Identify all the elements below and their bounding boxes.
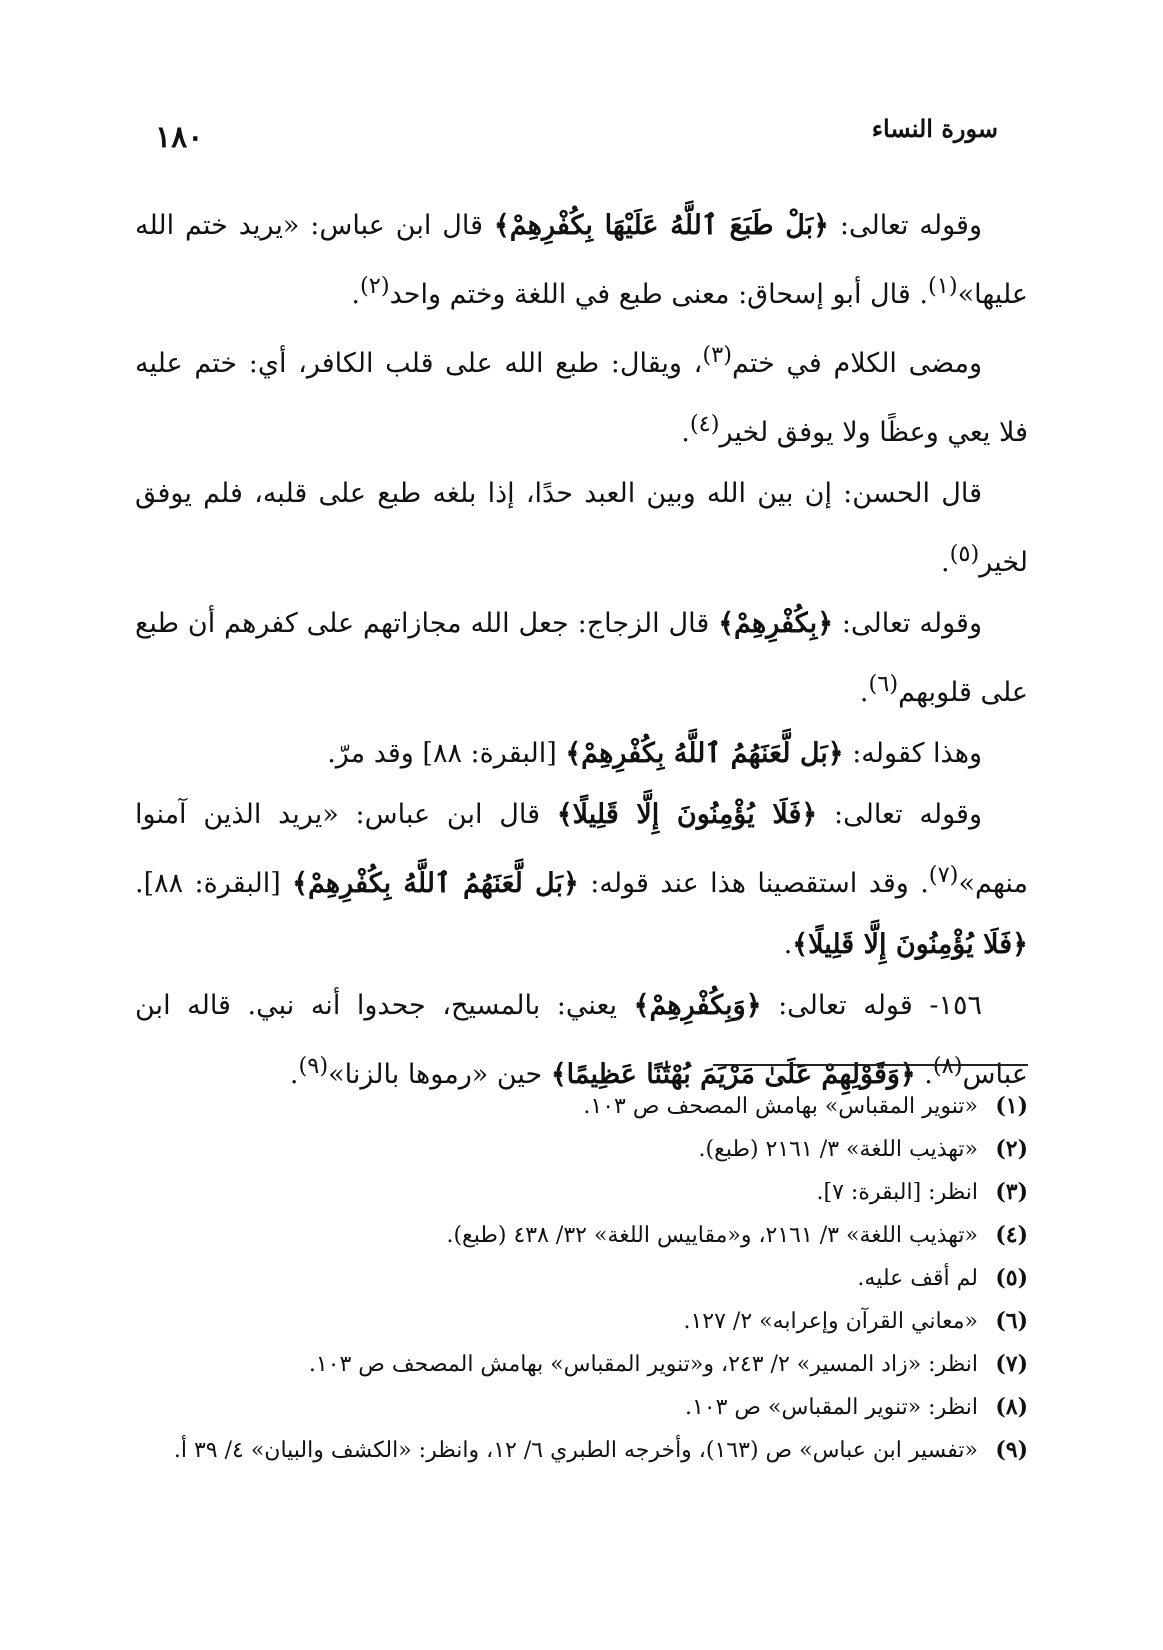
footnote bbox=[135, 1429, 1028, 1472]
quran-quote: ﴿فَلَا يُؤْمِنُونَ إِلَّا قَلِيلًا﴾ bbox=[792, 929, 1028, 960]
footnote-ref[interactable]: (٢) bbox=[359, 273, 390, 299]
footnote-text: «تنوير المقباس» بهامش المصحف ص ١٠٣. bbox=[583, 1094, 978, 1119]
footnote bbox=[135, 1214, 1028, 1257]
footnote-separator bbox=[713, 1064, 1028, 1066]
paragraph bbox=[135, 463, 1028, 593]
text-run: ١٥٦- قوله تعالى: bbox=[761, 990, 982, 1021]
footnote-number: (٢) bbox=[995, 1136, 1028, 1162]
running-header bbox=[135, 112, 1028, 162]
quran-quote: ﴿بَل لَّعَنَهُمُ ٱللَّهُ بِكُفْرِهِمْ﴾ bbox=[565, 738, 844, 769]
main-text bbox=[135, 195, 1028, 1105]
footnote bbox=[135, 1171, 1028, 1214]
footnotes bbox=[135, 1085, 1028, 1472]
quran-quote: ﴿وَقَوْلِهِمْ عَلَىٰ مَرْيَمَ بُهْتَٰنًا عَظِيمًا﴾ bbox=[550, 1059, 916, 1090]
footnote bbox=[135, 1343, 1028, 1386]
footnote bbox=[135, 1300, 1028, 1343]
footnote-number: (٥) bbox=[995, 1265, 1028, 1291]
paragraph bbox=[135, 325, 1028, 463]
text-run: يعني: بالمسيح، جحدوا أنه نبي. قاله ابن عباس bbox=[135, 990, 1028, 1090]
text-run: وقوله تعالى: bbox=[817, 799, 982, 830]
footnote-text: انظر: [البقرة: ٧]. bbox=[816, 1180, 978, 1205]
footnote-number: (٦) bbox=[995, 1308, 1028, 1334]
text-run: وهذا كقوله: bbox=[843, 738, 982, 769]
text-run: وقوله تعالى: bbox=[833, 608, 982, 639]
text-run: وقوله تعالى: bbox=[828, 210, 983, 241]
footnote-ref[interactable]: (٨) bbox=[932, 1053, 963, 1079]
footnote-text: انظر: «زاد المسير» ٢/ ٢٤٣، و«تنوير المقباس» بهامش المصحف ص ١٠٣. bbox=[308, 1352, 978, 1377]
text-run: [البقرة: ٨٨] وقد مرّ. bbox=[327, 738, 566, 769]
text-run: . bbox=[681, 417, 690, 448]
paragraph bbox=[135, 195, 1028, 325]
text-run: . bbox=[351, 279, 360, 310]
footnote-number: (٧) bbox=[995, 1351, 1028, 1377]
quran-quote: ﴿بِكُفْرِهِمْ﴾ bbox=[718, 608, 834, 639]
footnote-text: «تهذيب اللغة» ٣/ ٢١٦١ (طبع). bbox=[698, 1137, 978, 1162]
paragraph bbox=[135, 784, 1028, 975]
footnote bbox=[135, 1128, 1028, 1171]
text-run: . وقد استقصينا هذا عند قوله: bbox=[578, 868, 929, 899]
footnote-number: (٩) bbox=[995, 1437, 1028, 1463]
footnote-text: «تفسير ابن عباس» ص (١٦٣)، وأخرجه الطبري ٦/ ١٢، وانظر: «الكشف والبيان» ٤/ ٣٩ أ. bbox=[173, 1438, 978, 1463]
footnote-text: «معاني القرآن وإعرابه» ٢/ ١٢٧. bbox=[683, 1309, 978, 1334]
footnote bbox=[135, 1386, 1028, 1429]
footnote bbox=[135, 1085, 1028, 1128]
footnote bbox=[135, 1257, 1028, 1300]
footnote-ref[interactable]: (٥) bbox=[949, 541, 980, 567]
page-number: ١٨٠ bbox=[155, 120, 204, 155]
footnote-number: (٤) bbox=[995, 1222, 1028, 1248]
footnote-text: لم أقف عليه. bbox=[857, 1266, 978, 1291]
text-run: . bbox=[783, 929, 793, 960]
footnote-ref[interactable]: (٦) bbox=[868, 671, 899, 697]
quran-quote: ﴿بَل لَّعَنَهُمُ ٱللَّهُ بِكُفْرِهِمْ﴾ bbox=[292, 868, 579, 899]
paragraph bbox=[135, 723, 1028, 784]
footnote-ref[interactable]: (١) bbox=[927, 273, 958, 299]
text-run: . bbox=[859, 677, 869, 708]
text-run: قال ابن عباس: «يريد الذين آمنوا منهم» bbox=[135, 799, 1028, 899]
footnote-number: (٨) bbox=[995, 1394, 1028, 1420]
footnote-ref[interactable]: (٣) bbox=[702, 342, 732, 368]
text-run: . bbox=[915, 1059, 933, 1090]
surah-title: سورة النساء bbox=[871, 114, 998, 143]
footnote-text: انظر: «تنوير المقباس» ص ١٠٣. bbox=[684, 1395, 978, 1420]
footnote-text: «تهذيب اللغة» ٣/ ٢١٦١، و«مقاييس اللغة» ٣٢/ ٤٣٨ (طبع). bbox=[446, 1223, 978, 1248]
text-run: حين «رموها بالزنا» bbox=[328, 1059, 551, 1090]
text-run: . bbox=[289, 1059, 299, 1090]
quran-quote: ﴿وَبِكُفْرِهِمْ﴾ bbox=[633, 990, 762, 1021]
footnote-ref[interactable]: (٧) bbox=[928, 862, 959, 888]
text-run: ، ويقال: طبع الله على قلب الكافر، أي: ختم عليه فلا يعي وعظًا ولا يوفق لخير bbox=[135, 348, 1028, 448]
text-run: قال الحسن: إن بين الله وبين العبد حدًا، إذا بلغه طبع على قلبه، فلم يوفق لخير bbox=[135, 478, 1028, 578]
quran-quote: ﴿بَلْ طَبَعَ ٱللَّهُ عَلَيْهَا بِكُفْرِهِمْ﴾ bbox=[493, 210, 829, 241]
footnote-ref[interactable]: (٩) bbox=[298, 1053, 329, 1079]
text-run: قال الزجاج: جعل الله مجازاتهم على كفرهم أن طبع على قلوبهم bbox=[135, 608, 1028, 708]
paragraph bbox=[135, 593, 1028, 723]
footnote-ref[interactable]: (٤) bbox=[689, 411, 720, 437]
text-run: ومضى الكلام في ختم bbox=[731, 348, 982, 379]
footnote-number: (٣) bbox=[995, 1179, 1028, 1205]
footnote-number: (١) bbox=[995, 1093, 1028, 1119]
text-run: . bbox=[941, 547, 950, 578]
text-run: [البقرة: ٨٨]. bbox=[135, 868, 293, 899]
text-run: قال ابن عباس: «يريد ختم الله عليها» bbox=[135, 210, 1028, 310]
quran-quote: ﴿فَلَا يُؤْمِنُونَ إِلَّا قَلِيلًا﴾ bbox=[556, 799, 818, 830]
text-run: . قال أبو إسحاق: معنى طبع في اللغة وختم واحد bbox=[389, 279, 928, 310]
